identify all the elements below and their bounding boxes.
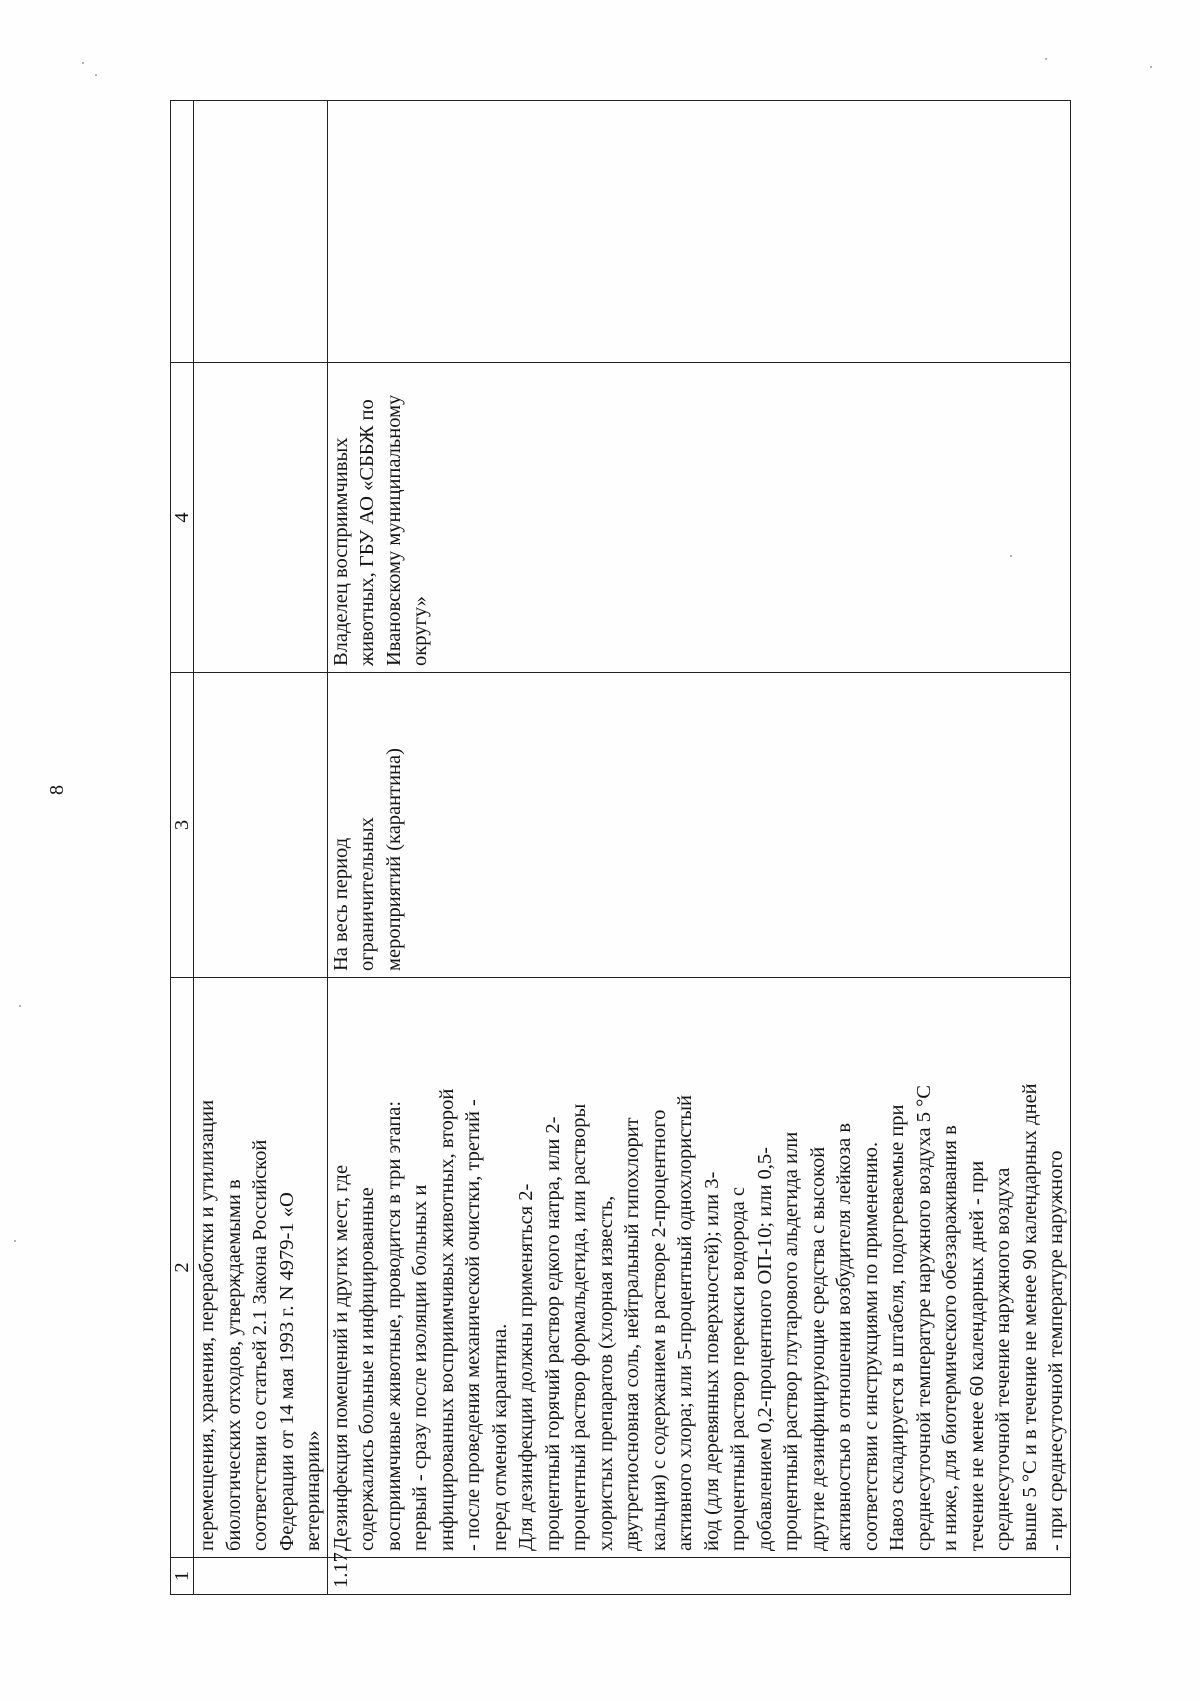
scan-speck xyxy=(14,1240,16,1242)
term-cell: На весь период ограничительных мероприятий (карантина) xyxy=(327,673,1070,978)
row-number-cell xyxy=(194,1558,328,1595)
scan-speck xyxy=(1150,66,1152,68)
extra-cell xyxy=(327,101,1070,363)
table-row xyxy=(327,101,1070,1595)
row-number-cell: 1.17. xyxy=(327,1558,1070,1595)
scan-speck xyxy=(1010,555,1012,557)
header-col-4: 4 xyxy=(171,363,194,673)
table-header-row xyxy=(171,101,194,1595)
measure-cell: перемещения, хранения, переработки и утилизации биологических отходов, утверждаемыми в соответствии со статьей 2.1 Закона Российской Федерации от 14 мая 1993 г. N 4979-1 «О ветеринарии» xyxy=(194,978,328,1558)
table-row xyxy=(194,101,328,1595)
header-col-3: 3 xyxy=(171,673,194,978)
header-col-1: 1 xyxy=(171,1558,194,1595)
scan-speck xyxy=(1045,58,1047,60)
scan-speck xyxy=(19,1005,21,1007)
extra-cell xyxy=(194,101,328,363)
header-col-2: 2 xyxy=(171,978,194,1558)
measure-cell: Дезинфекция помещений и других мест, где содержались больные и инфицированные восприимчивые животные, проводится в три этапа: первый - сразу после изоляции больных и инфицированных восприимчивых животных, второй - после проведения механической очистки, третий - перед отменой карантина. Для дезинфекции должны применяться 2- процентный горячий раствор едкого натра, или 2- процентный раствор формальдегида, или растворы хлористых препаратов (хлорная известь, двутретиосновная соль, нейтральный гипохлорит кальция) с содержанием в растворе 2-процентного активного хлора; или 5-процентный однохлористый йод (для деревянных поверхностей); или 3- процентный раствор перекиси водорода с добавлением 0,2-процентного ОП-10; или 0,5- процентный раствор глутарового альдегида или другие дезинфицирующие средства с высокой активностью в отношении возбудителя лейкоза в соответствии с инструкциями по применению. Навоз складируется в штабеля, подогреваемые при среднесуточной температуре наружного воздуха 5 °С и ниже, для биотермического обеззараживания в течение не менее 60 календарных дней - при среднесуточной течение наружного воздуха выше 5 °С и в течение не менее 90 календарных дней - при среднесуточной температуре наружного xyxy=(327,978,1070,1558)
rotated-document-page xyxy=(40,0,1067,1595)
page-number: 8 xyxy=(46,785,68,795)
measures-table xyxy=(170,100,1071,1595)
term-cell xyxy=(194,673,328,978)
responsible-cell: Владелец восприимчивых животных, ГБУ АО «СББЖ по Ивановскому муниципальному округу» xyxy=(327,363,1070,673)
scan-speck xyxy=(95,74,97,76)
responsible-cell xyxy=(194,363,328,673)
header-col-5 xyxy=(171,101,194,363)
scan-speck xyxy=(82,62,84,64)
